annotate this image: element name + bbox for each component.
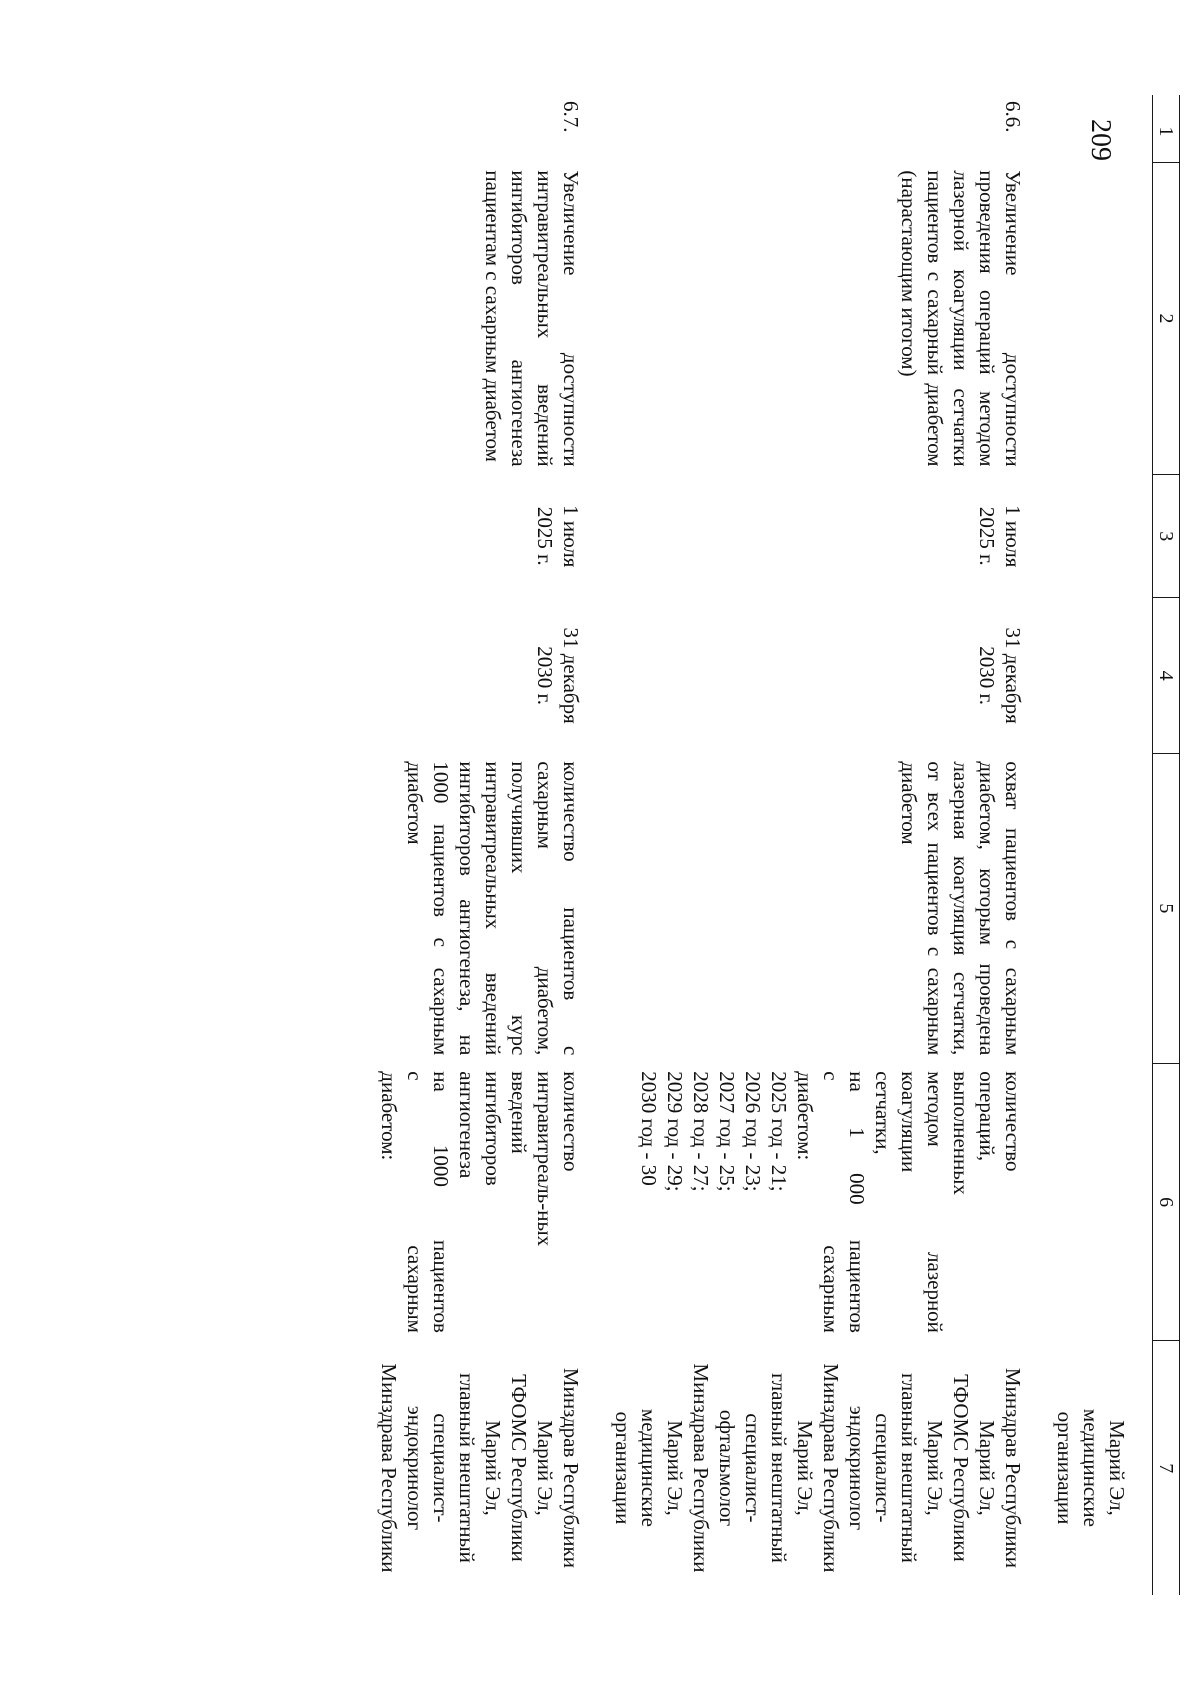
responsible-cell: Минздрав Республики Марий Эл, ТФОМС Республики Марий Эл, главный внештатный специалист- эндокринолог Минздрава Республики: [377, 1363, 583, 1573]
indicator-values: количество операций, выполненных методом лазерной коагуляции сетчатки, на 1 000 пациентов с сахарным диабетом: 2025 год - 21; 2026 год - 23; 2027 год - 25; 2028 год - 27; 2029 год - 29; 2030 год - 30: [637, 1071, 1025, 1333]
indicator: охват пациентов с сахарным диабетом, которым проведена лазерная коагуляция сетчатки, от всех пациентов с сахарным диабетом: [897, 761, 1025, 1056]
start-date: 1 июля 2025 г.: [975, 505, 1025, 568]
column-number: 5: [1153, 753, 1180, 1063]
table-row: [610, 95, 1026, 1595]
measure-description: Увеличение доступности интравитреальных введений ингибиторов ангиогенеза пациентам с сахарным диабетом: [481, 170, 583, 467]
page-number: 209: [1085, 119, 1116, 161]
column-number: 3: [1153, 475, 1180, 598]
end-date: 31 декабря 2030 г.: [533, 627, 583, 724]
text-line: медицинские: [1079, 1408, 1103, 1527]
text-line: Марий Эл,: [1105, 1420, 1129, 1516]
rotated-table-wrapper: [190, 95, 1180, 1595]
measures-table: [376, 95, 1180, 1595]
indicator: количество пациентов с сахарным диабетом, получивших курс интравитреальных введений ингибиторов ангиогенеза, на 1000 пациентов с сахарным диабетом: [403, 761, 583, 1056]
column-number: 7: [1153, 1341, 1180, 1595]
column-number: 1: [1153, 95, 1180, 162]
column-number: 4: [1153, 598, 1180, 754]
text-line: организации: [1053, 1411, 1077, 1525]
responsible-cell: Минздрав Республики Марий Эл, ТФОМС Республики Марий Эл, главный внештатный специалист- эндокринолог Минздрава Республики Марий Эл, главный внештатный специалист- офтальмолог Минздрава Республики Марий Эл, медицинские организации: [611, 1363, 1025, 1573]
table-row: [376, 95, 584, 1595]
indicator-values: количество интравитреаль-ных введений ингибиторов ангиогенеза на 1000 пациентов с сахарным диабетом:: [377, 1071, 583, 1333]
row-number: 6.7.: [559, 101, 583, 133]
column-number: 2: [1153, 162, 1180, 474]
end-date: 31 декабря 2030 г.: [975, 627, 1025, 724]
measure-description: Увеличение доступности проведения операций методом лазерной коагуляции сетчатки пациентов с сахарный диабетом (нарастающим итогом): [897, 170, 1025, 467]
column-number: 6: [1153, 1063, 1180, 1341]
column-number-row: [1153, 95, 1180, 1595]
continuation-row: [1052, 95, 1153, 1595]
responsible-cell: [1052, 1341, 1153, 1595]
start-date: 1 июля 2025 г.: [533, 505, 583, 568]
row-number: 6.6.: [1001, 101, 1025, 133]
